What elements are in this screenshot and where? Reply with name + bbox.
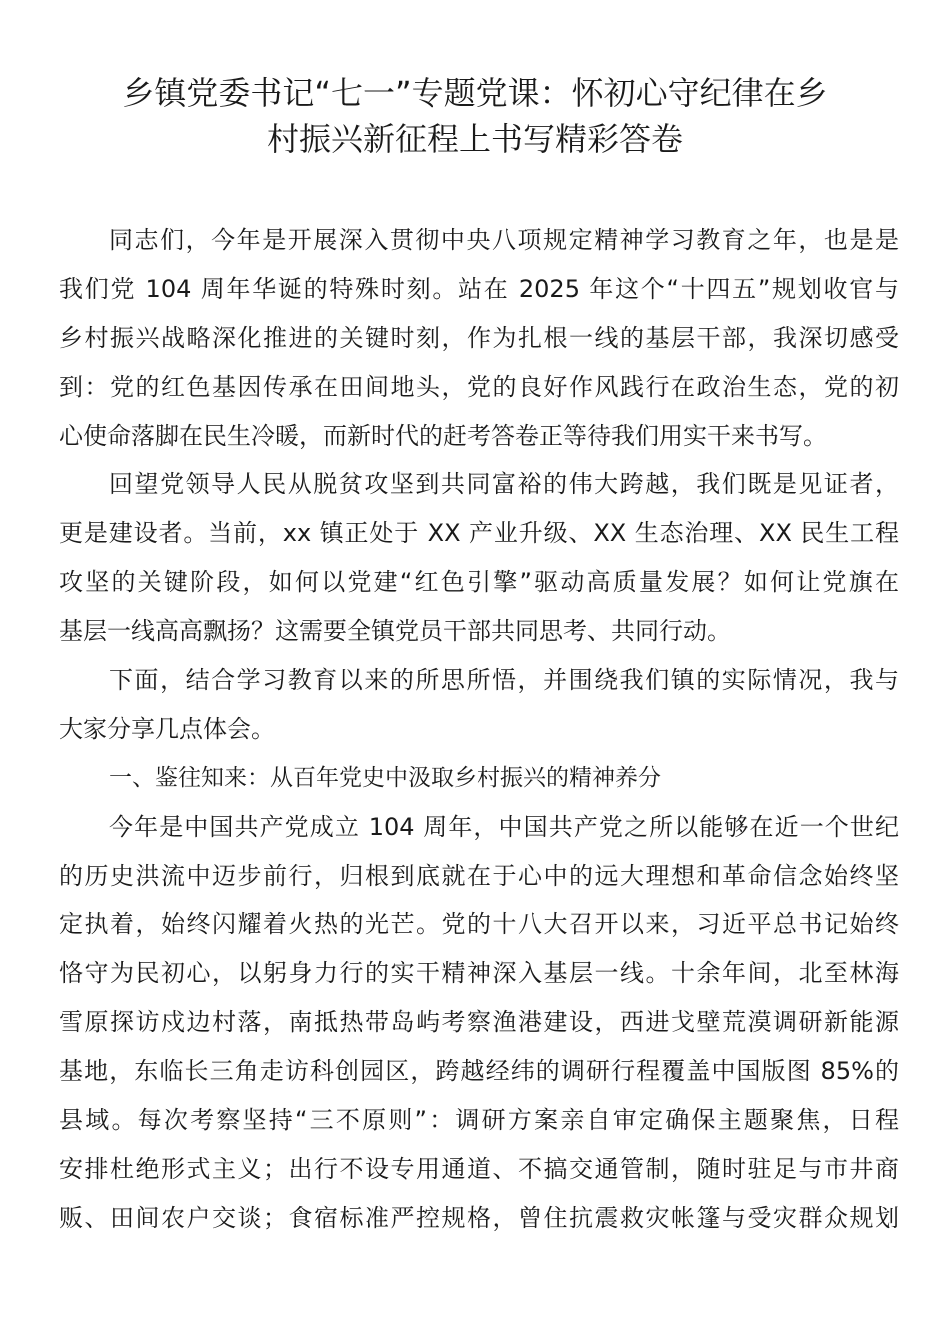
document-title xyxy=(40,70,910,162)
paragraph-review xyxy=(59,460,899,656)
text-line: 一、鉴往知来：从百年党史中汲取乡村振兴的精神养分 xyxy=(109,764,661,791)
text-line: 大家分享几点体会。 xyxy=(59,714,275,743)
text-line: 基层一线高高飘扬？这需要全镇党员干部共同思考、共同行动。 xyxy=(59,617,731,646)
text-line: 雪原探访戍边村落，南抵热带岛屿考察渔港建设，西进戈壁荒漠调研新能源 xyxy=(59,1008,899,1037)
text-line: 乡村振兴战略深化推进的关键时刻，作为扎根一线的基层干部，我深切感受 xyxy=(59,323,899,352)
title-line: 乡镇党委书记“七一”专题党课：怀初心守纪律在乡 xyxy=(122,74,828,112)
text-line: 基地，东临长三角走访科创园区，跨越经纬的调研行程覆盖中国版图 85%的 xyxy=(59,1057,899,1086)
text-line: 心使命落脚在民生冷暖，而新时代的赶考答卷正等待我们用实干来书写。 xyxy=(59,421,827,450)
text-line: 攻坚的关键阶段，如何以党建“红色引擎”驱动高质量发展？如何让党旗在 xyxy=(59,568,899,597)
paragraph-history xyxy=(59,803,899,1243)
text-line: 的历史洪流中迈步前行，归根到底就在于心中的远大理想和革命信念始终坚 xyxy=(59,861,899,890)
title-line: 村振兴新征程上书写精彩答卷 xyxy=(266,120,683,158)
text-line: 县域。每次考察坚持“三不原则”：调研方案亲自审定确保主题聚焦，日程 xyxy=(59,1106,899,1135)
text-line: 贩、田间农户交谈；食宿标准严控规格，曾住抗震救灾帐篷与受灾群众规划 xyxy=(59,1203,899,1232)
paragraph-transition xyxy=(59,656,899,754)
text-line: 今年是中国共产党成立 104 周年，中国共产党之所以能够在近一个世纪 xyxy=(109,812,899,841)
text-line: 恪守为民初心，以躬身力行的实干精神深入基层一线。十余年间，北至林海 xyxy=(59,959,899,988)
text-line: 我们党 104 周年华诞的特殊时刻。站在 2025 年这个“十四五”规划收官与 xyxy=(59,274,899,303)
text-line: 安排杜绝形式主义；出行不设专用通道、不搞交通管制，随时驻足与市井商 xyxy=(59,1154,899,1183)
document-body xyxy=(59,216,899,1243)
text-line: 到：党的红色基因传承在田间地头，党的良好作风践行在政治生态，党的初 xyxy=(59,372,899,401)
text-line: 同志们，今年是开展深入贯彻中央八项规定精神学习教育之年，也是是 xyxy=(109,226,899,254)
text-line: 回望党领导人民从脱贫攻坚到共同富裕的伟大跨越，我们既是见证者， xyxy=(109,470,899,499)
paragraph-intro xyxy=(59,216,899,460)
text-line: 更是建设者。当前，xx 镇正处于 XX 产业升级、XX 生态治理、XX 民生工程 xyxy=(59,519,899,548)
section-heading-1 xyxy=(59,754,899,803)
text-line: 下面，结合学习教育以来的所思所悟，并围绕我们镇的实际情况，我与 xyxy=(109,666,899,695)
text-line: 定执着，始终闪耀着火热的光芒。党的十八大召开以来，习近平总书记始终 xyxy=(59,910,899,939)
